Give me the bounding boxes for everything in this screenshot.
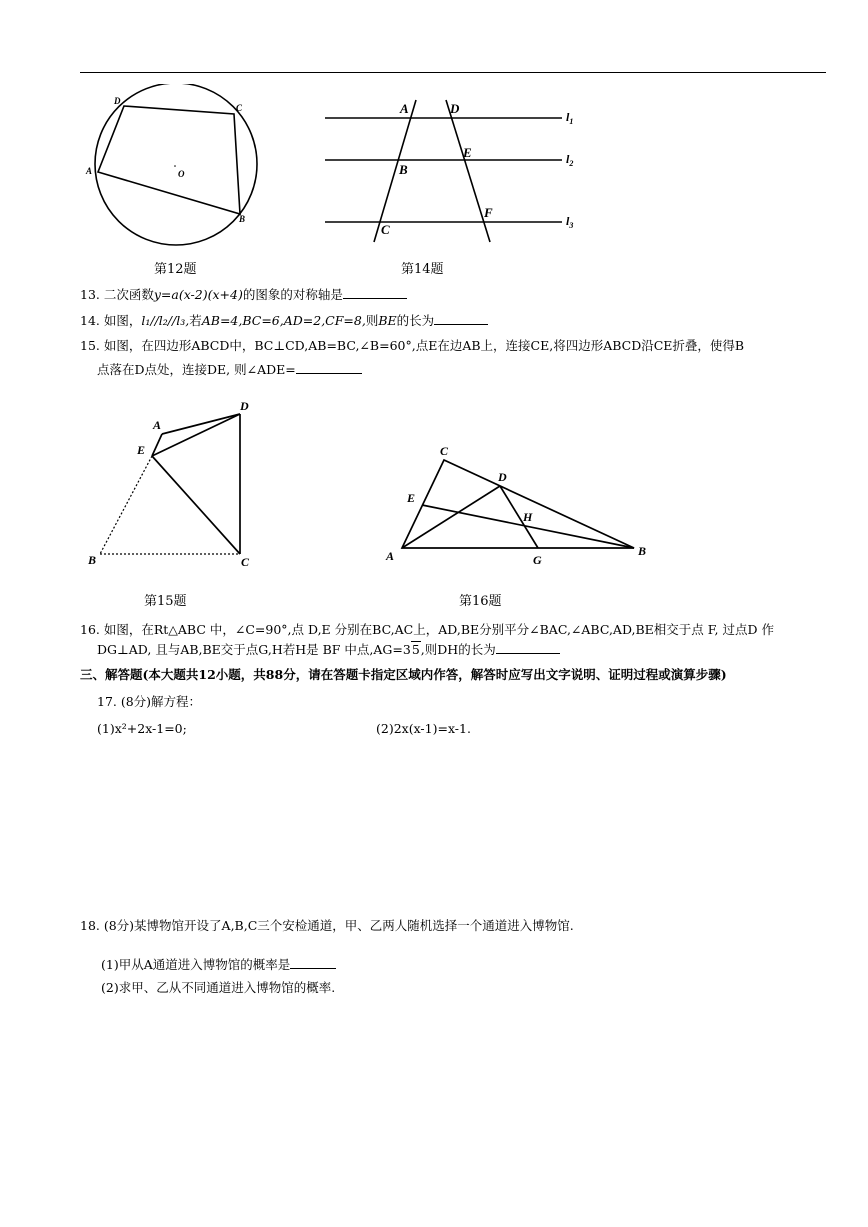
label-c: C [236,103,243,113]
label-d: D [498,470,507,484]
label-a: A [86,166,93,176]
figure-15-quadrilateral [82,396,262,574]
label-l2: $l_2$ [566,152,574,168]
label-a: A [153,418,162,432]
label-h: H [523,510,533,524]
label-c: C [241,555,250,569]
label-b: B [399,162,408,177]
question-17-part2: (2)2x(x-1)=x-1. [376,721,471,736]
answer-blank-16[interactable] [496,641,560,654]
label-a: A [386,549,395,563]
label-c: C [381,222,390,237]
section-3-heading: 三、解答题(本大题共12小题，共88分，请在答题卡指定区域内作答，解答时应写出文字说明、证明过程或演算步骤) [80,667,727,682]
question-17-title: 17. (8分)解方程： [97,694,202,709]
label-l3: $l_3$ [566,214,574,230]
sqrt-radicand: 5 [411,642,420,657]
segment-eb-dotted [100,456,152,554]
header-rule [80,72,826,73]
segment-ed [152,414,240,456]
label-l1: $l_1$ [566,110,574,126]
label-e: E [407,491,416,505]
caption-fig12: 第12题 [154,262,197,277]
question-15-line1: 15. 如图，在四边形ABCD中，BC⊥CD,AB=BC,∠B=60°,点E在边AB上，连接CE,将四边形ABCD沿CE折叠，使得B [80,338,745,353]
question-18-part1: (1)甲从A通道进入博物馆的概率是 [101,956,336,973]
circle-o [95,84,257,245]
label-d: D [114,96,121,106]
answer-blank-18[interactable] [290,956,336,969]
transversal-abc [374,100,416,242]
triangle-abc [402,460,634,548]
label-b: B [239,214,246,224]
caption-fig14: 第14题 [401,262,444,277]
question-18-part2: (2)求甲、乙从不同通道进入博物馆的概率. [101,980,336,995]
transversal-def [446,100,490,242]
figure-12-circle [84,84,264,252]
figure-16-right-triangle [380,436,652,572]
caption-fig16: 第16题 [459,594,502,609]
segment-ad [162,414,240,434]
question-13: 13. 二次函数y=a(x-2)(x+4)的图象的对称轴是 [80,286,407,303]
question-14: 14. 如图，l₁//l₂//l₃,若AB=4,BC=6,AD=2,CF=8,则BE的长为 [80,312,488,329]
label-e: E [463,145,472,160]
label-g: G [533,553,542,567]
label-a: A [400,101,409,116]
label-e: E [137,443,146,457]
caption-fig15: 第15题 [144,594,187,609]
label-b: B [88,553,97,567]
quadrilateral-abcd [98,106,240,214]
answer-blank-14[interactable] [434,312,488,325]
question-17-part1: (1)x²+2x-1=0; [97,721,187,736]
label-d: D [240,399,249,413]
question-18-title: 18. (8分)某博物馆开设了A,B,C三个安检通道，甲、乙两人随机选择一个通道进入博物馆. [80,918,574,933]
label-d: D [450,101,460,116]
label-o: O [178,169,185,179]
answer-blank-13[interactable] [343,286,407,299]
question-16-line1: 16. 如图，在Rt△ABC 中，∠C=90°,点 D,E 分别在BC,AC上，AD,BE分别平分∠BAC,∠ABC,AD,BE相交于点 F, 过点D 作 [80,622,774,637]
figure-14-parallel-lines [322,96,582,246]
label-b: B [638,544,647,558]
label-c: C [440,444,449,458]
answer-blank-15[interactable] [296,361,362,374]
question-16-line2: DG⊥AD, 且与AB,BE交于点G,H若H是 BF 中点,AG=35,则DH的长为 [97,641,560,658]
segment-ec [152,456,240,554]
label-f: F [484,205,493,220]
center-point [174,165,176,167]
question-15-line2: 点落在D点处，连接DE, 则∠ADE= [97,361,362,378]
